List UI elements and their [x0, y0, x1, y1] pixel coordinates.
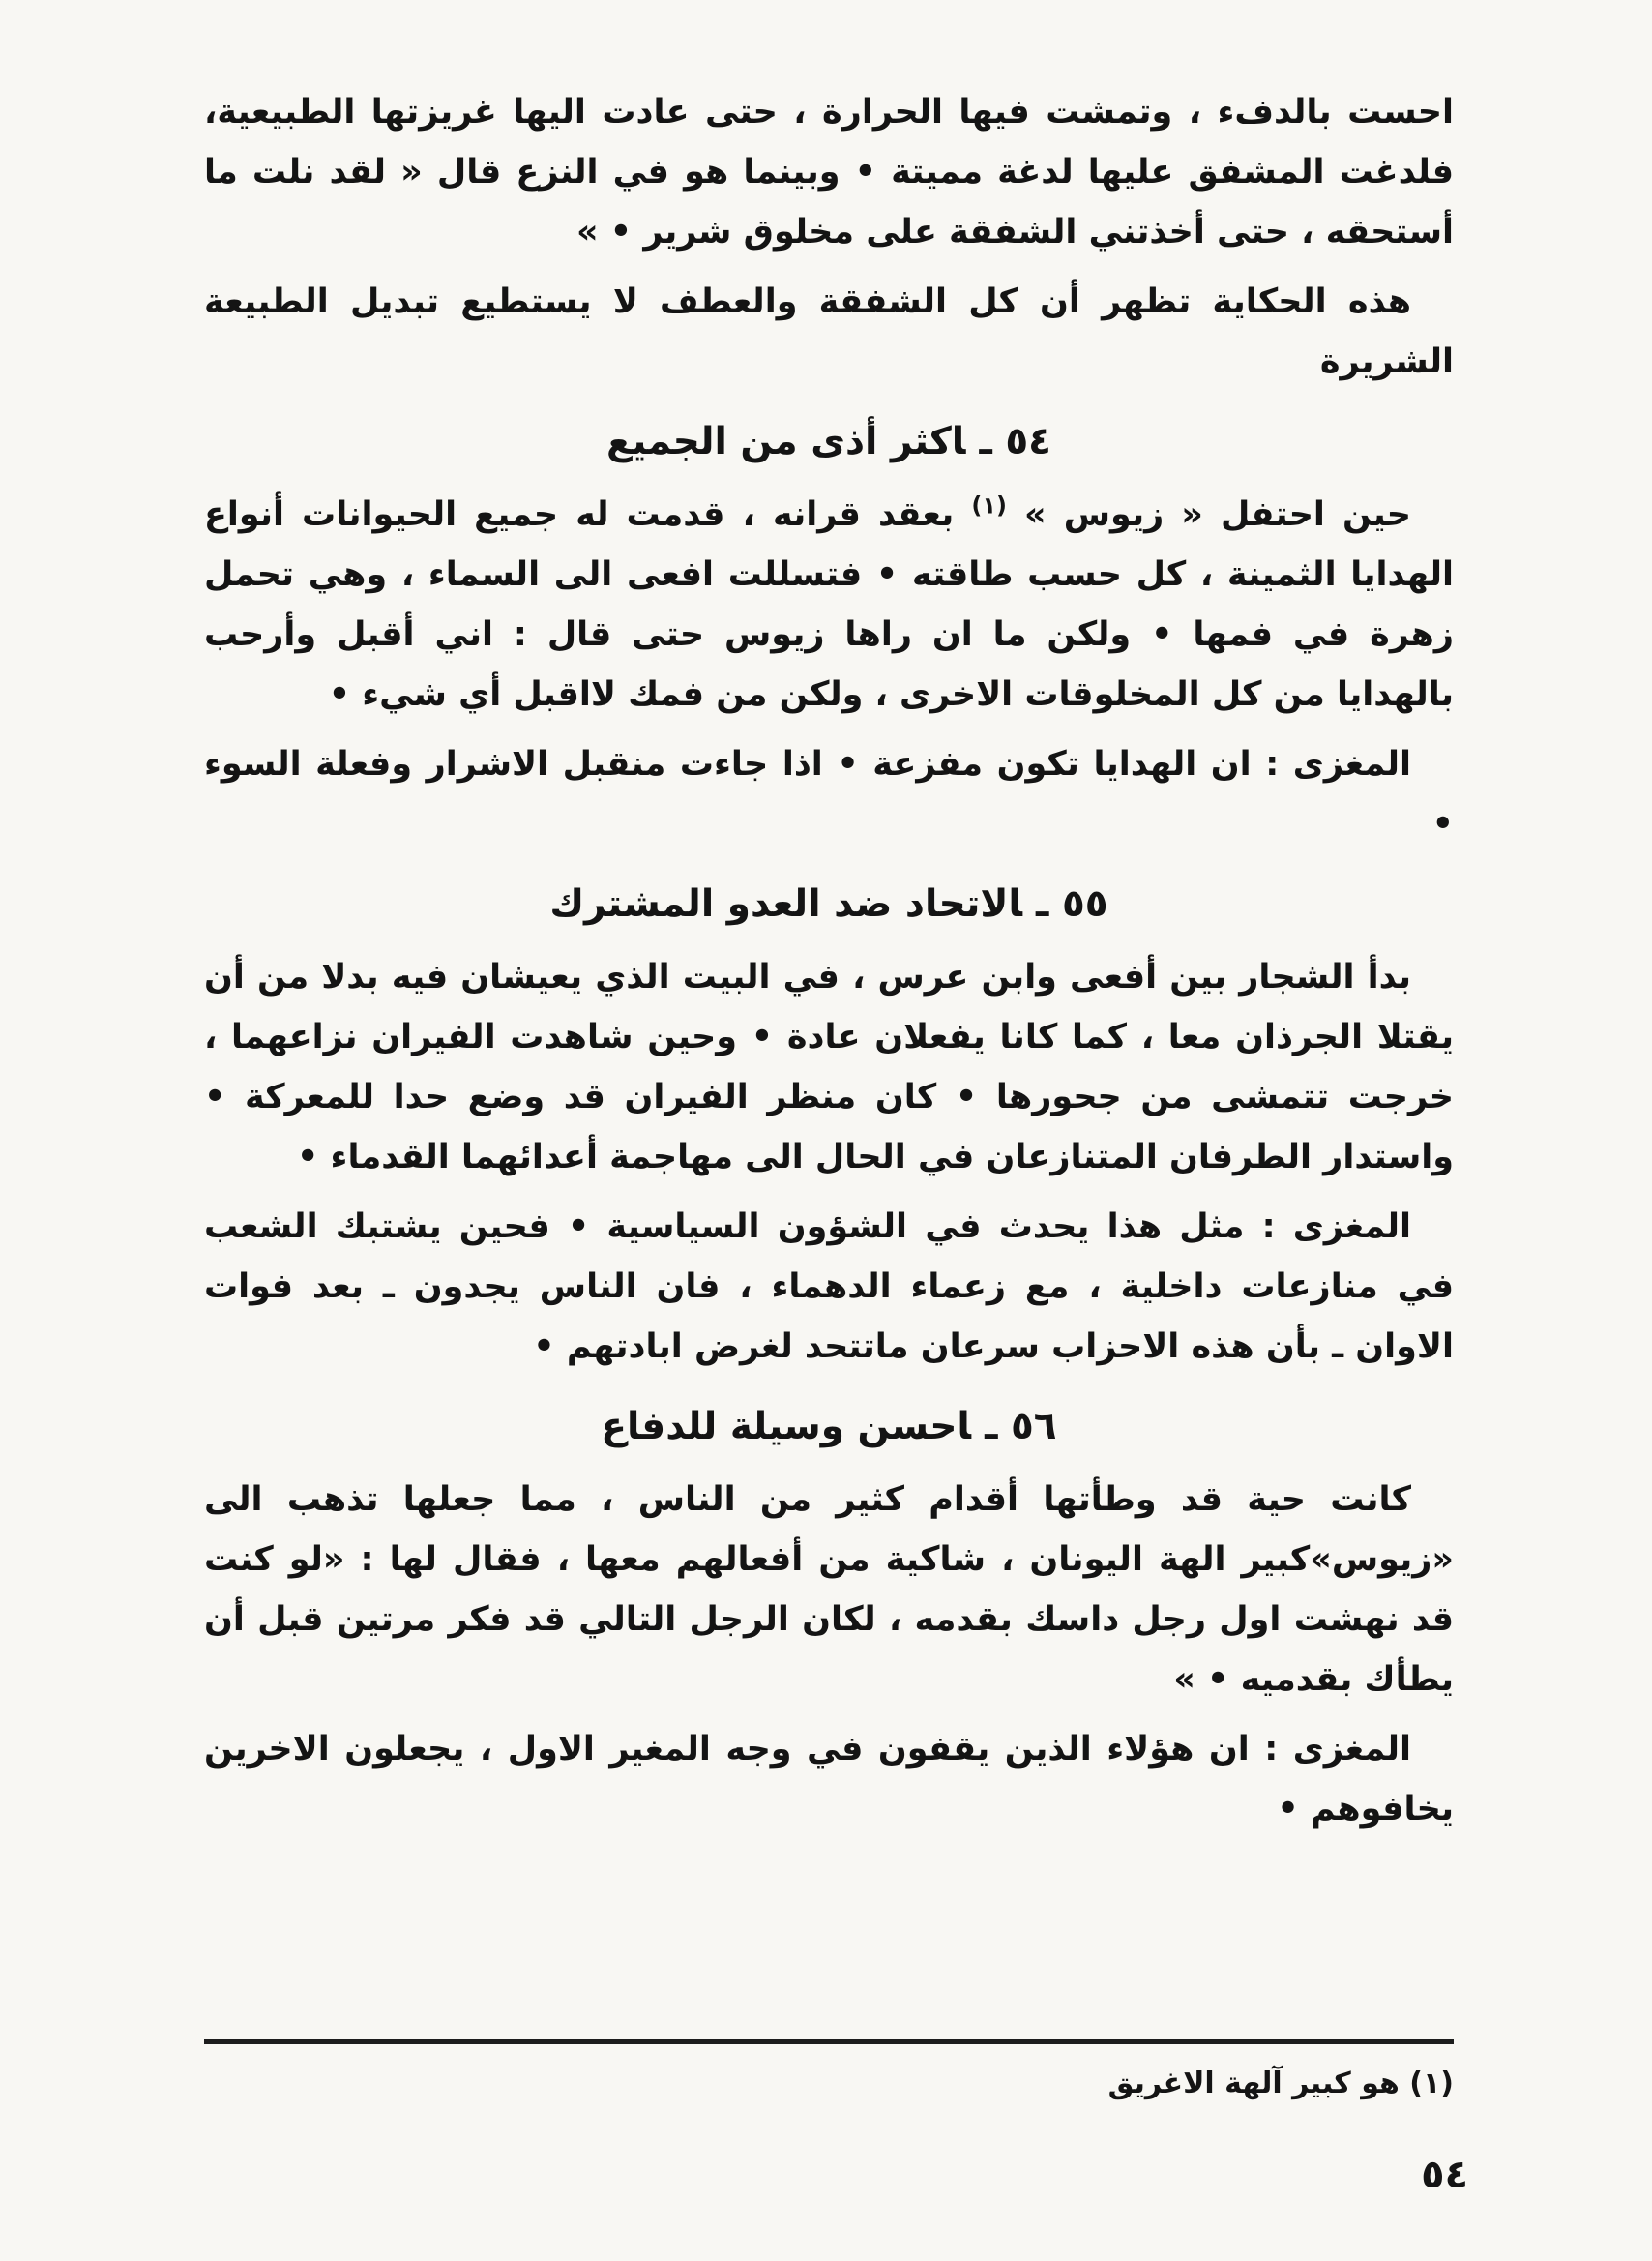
section-title: الاتحاد ضد العدو المشترك: [549, 882, 1023, 926]
story-text-start: حين احتفل « زيوس »: [1024, 495, 1411, 534]
section-number: ٥٤ ـ: [979, 420, 1051, 463]
section-number: ٥٥ ـ: [1036, 882, 1108, 926]
moral-paragraph: هذه الحكاية تظهر أن كل الشفقة والعطف لا يستطيع تبديل الطبيعة الشريرة: [204, 283, 1454, 381]
moral-paragraph-56: المغزى : ان هؤلاء الذين يقفون في وجه المغير الاول ، يجعلون الاخرين يخافوهم •: [204, 1730, 1454, 1829]
section-title: احسن وسيلة للدفاع: [601, 1405, 972, 1448]
footnote-divider: [204, 2039, 1454, 2044]
moral-paragraph-54: المغزى : ان الهدايا تكون مفزعة • اذا جاءت منقبل الاشرار وفعلة السوء •: [204, 745, 1454, 844]
footnote: [204, 2061, 1454, 2107]
section-number: ٥٦ ـ: [985, 1405, 1057, 1448]
story-paragraph-55: بدأ الشجار بين أفعى وابن عرس ، في البيت الذي يعيشان فيه بدلا من أن يقتلا الجرذان معا ، كما كانا يفعلان عادة • وحين شاهدت الفيران نزاعهما ، خرجت تتمشى من جحورها • كان منظر الفيران قد وضع حدا للمعركة • واستدار الطرفان المتنازعان في الحال الى مهاجمة أعدائهما القدماء •: [204, 958, 1454, 1176]
moral-paragraph-55: المغزى : مثل هذا يحدث في الشؤون السياسية • فحين يشتبك الشعب في منازعات داخلية ، مع زعماء الدهماء ، فان الناس يجدون ـ بعد فوات الاوان ـ بأن هذه الاحزاب سرعان ماتتحد لغرض ابادتهم •: [204, 1207, 1454, 1366]
story-paragraph-54: [204, 485, 1454, 725]
story-text-rest: بعقد قرانه ، قدمت له جميع الحيوانات أنواع الهدايا الثمينة ، كل حسب طاقته • فتسللت افعى الى السماء ، وهي تحمل زهرة في فمها • ولكن ما ان راها زيوس حتى قال : اني أقبل وأرحب بالهدايا من كل المخلوقات الاخرى ، ولكن من فمك لااقبل أي شيء •: [204, 495, 1454, 714]
continuation-paragraph: احست بالدفء ، وتمشت فيها الحرارة ، حتى عادت اليها غريزتها الطبيعية، فلدغت المشفق عليها لدغة مميتة • وبينما هو في النزع قال « لقد نلت ما أستحقه ، حتى أخذتني الشفقة على مخلوق شرير • »: [204, 93, 1454, 252]
section-heading-54: [204, 413, 1454, 471]
footnote-marker: (١): [1409, 2067, 1454, 2100]
page-body: [204, 82, 1454, 2017]
section-heading-56: [204, 1398, 1454, 1456]
section-title: اكثر أذى من الجميع: [606, 420, 966, 463]
footnote-text: هو كبير آلهة الاغريق: [1107, 2067, 1400, 2100]
page-number: ٥٤: [1421, 2153, 1468, 2197]
footnote-reference: (١): [971, 491, 1007, 520]
section-heading-55: [204, 876, 1454, 934]
story-paragraph-56: كانت حية قد وطأتها أقدام كثير من الناس ، مما جعلها تذهب الى «زيوس»كبير الهة اليونان ، شاكية من أفعالهم معها ، فقال لها : «لو كنت قد نهشت اول رجل داسك بقدمه ، لكان الرجل التالي قد فكر مرتين قبل أن يطأك بقدميه • »: [204, 1480, 1454, 1699]
